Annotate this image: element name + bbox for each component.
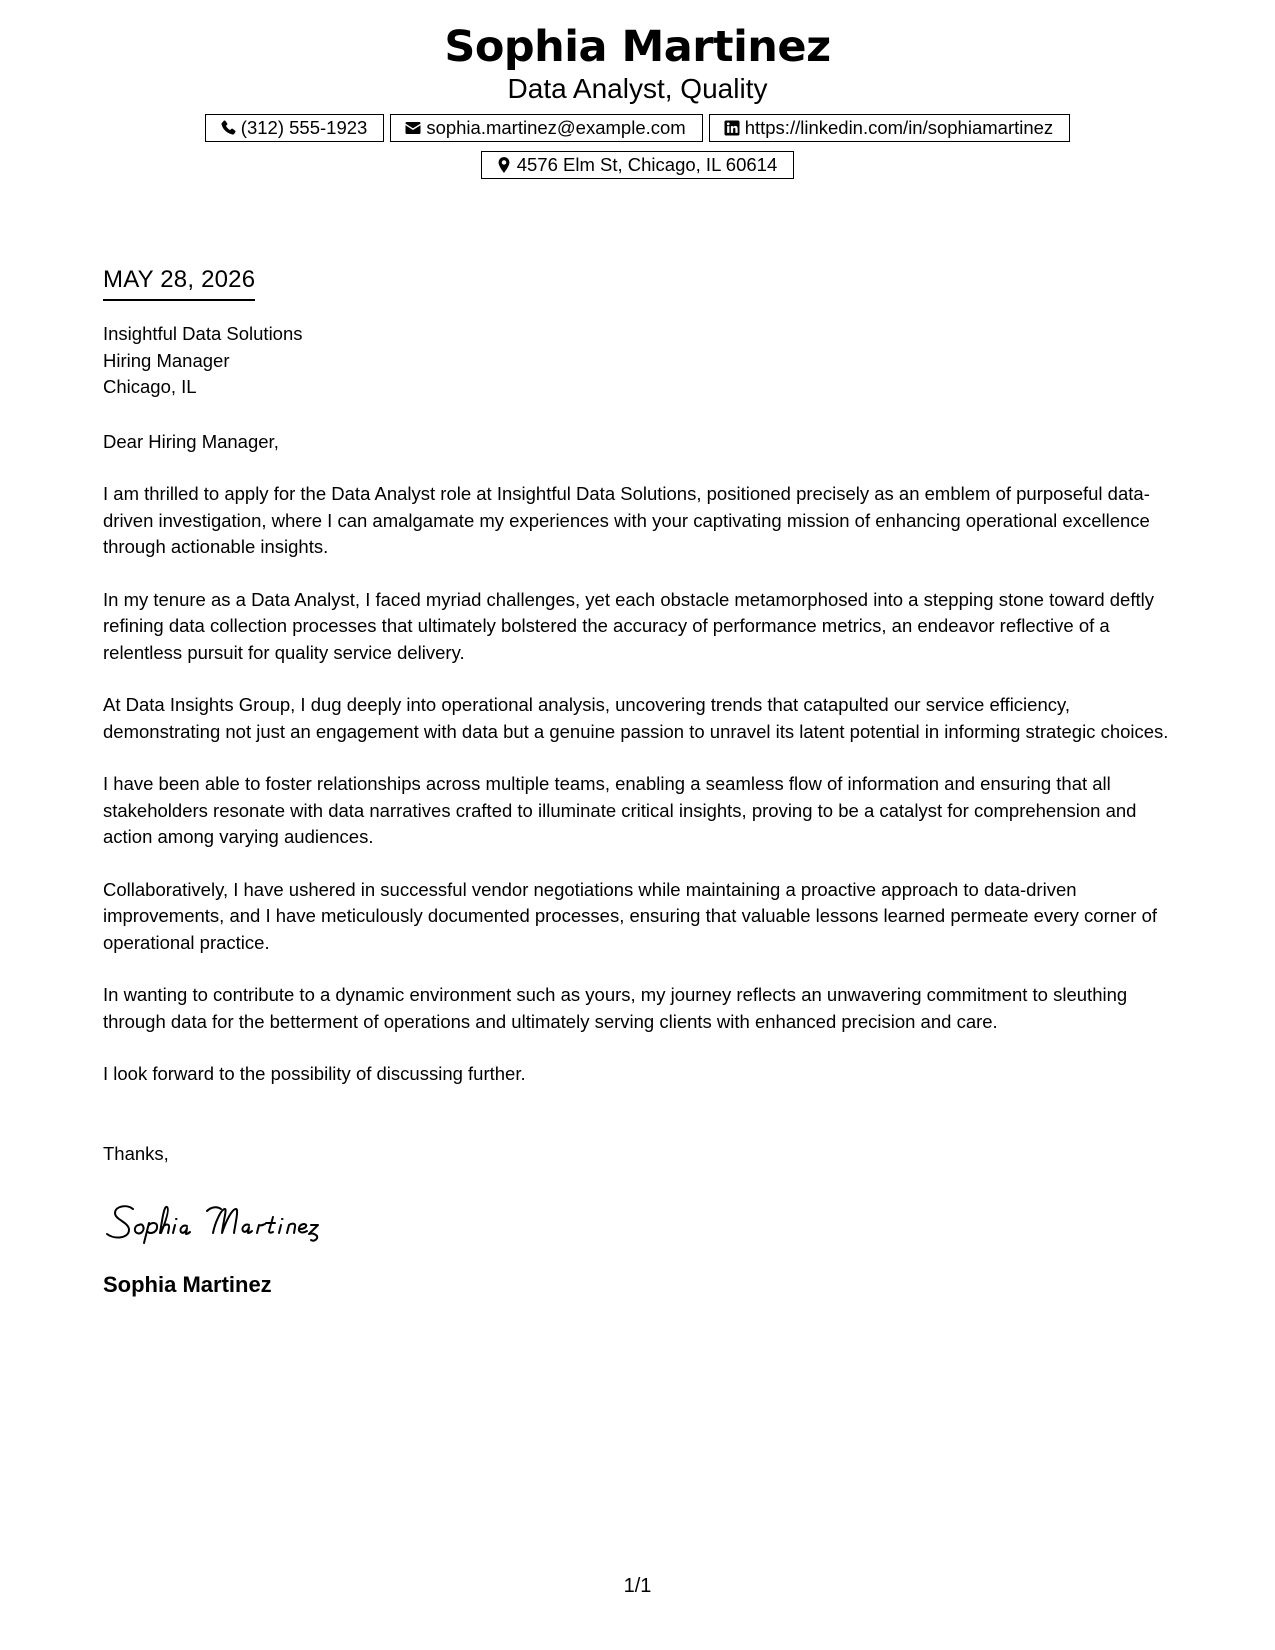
recipient-location: Chicago, IL: [103, 376, 197, 397]
applicant-name: Sophia Martinez: [444, 22, 831, 72]
paragraph: Collaboratively, I have ushered in successful vendor negotiations while maintaining a proactive approach to data-driven improvements, and I have meticulously documented processes, ensuring that valuable lessons learned permeate every corner of operational practice.: [103, 878, 1158, 953]
linkedin-chip: [709, 114, 1070, 142]
recipient-role: Hiring Manager: [103, 349, 230, 371]
closing: Thanks,: [103, 1142, 169, 1164]
email-text: sophia.martinez@example.com: [426, 117, 686, 138]
contact-row: [0, 114, 1275, 142]
phone-chip: [205, 114, 385, 142]
handwritten-signature: [103, 1197, 363, 1247]
paragraph: I have been able to foster relationships across multiple teams, enabling a seamless flow of information and ensuring that all stakeholders resonate with data narratives crafted to illuminate critical insights, proving to be a catalyst for comprehension and action among varying audiences.: [103, 773, 1137, 847]
linkedin-text: https://linkedin.com/in/sophiamartinez: [744, 117, 1054, 138]
paragraph: I am thrilled to apply for the Data Analyst role at Insightful Data Solutions, positioned precisely as an emblem of purposeful data-driven investigation, where I can amalgamate my experiences with your captivating mission of enhancing operational excellence through actionable insights.: [103, 483, 1150, 557]
paragraph: I look forward to the possibility of discussing further.: [103, 1063, 526, 1084]
paragraph: In my tenure as a Data Analyst, I faced myriad challenges, yet each obstacle metamorphosed into a stepping stone toward deftly refining data collection processes that ultimately bolstered the accuracy of performance metrics, an endeavor reflective of a relentless pursuit for quality service delivery.: [103, 588, 1154, 663]
map-marker-icon: [495, 156, 513, 174]
linkedin-icon: [723, 119, 741, 137]
address-row: [0, 151, 1275, 179]
paragraph: At Data Insights Group, I dug deeply into operational analysis, uncovering trends that catapulted our service efficiency, demonstrating not just an engagement with data but a genuine passion to unravel its latent potential in informing strategic choices.: [103, 694, 1169, 742]
applicant-title: Data Analyst, Quality: [507, 73, 768, 104]
greeting: Dear Hiring Manager,: [103, 430, 279, 452]
phone-icon: [219, 119, 237, 137]
page-number: 1/1: [623, 1575, 652, 1597]
recipient-block: [103, 321, 1178, 401]
signed-name: Sophia Martinez: [103, 1272, 272, 1297]
email-chip: [390, 114, 702, 142]
envelope-icon: [404, 119, 422, 137]
signature-drawing: [103, 1197, 363, 1247]
letter-body: [103, 265, 1178, 1299]
address-text: 4576 Elm St, Chicago, IL 60614: [516, 154, 778, 175]
letter-date: MAY 28, 2026: [103, 265, 255, 301]
phone-text: (312) 555-1923: [240, 117, 368, 138]
recipient-company: Insightful Data Solutions: [103, 323, 303, 344]
address-chip: [481, 151, 795, 179]
paragraph: In wanting to contribute to a dynamic environment such as yours, my journey reflects an unwavering commitment to sleuthing through data for the betterment of operations and ultimately serving clients with enhanced precision and care.: [103, 984, 1128, 1032]
letter-header: [0, 22, 1275, 106]
